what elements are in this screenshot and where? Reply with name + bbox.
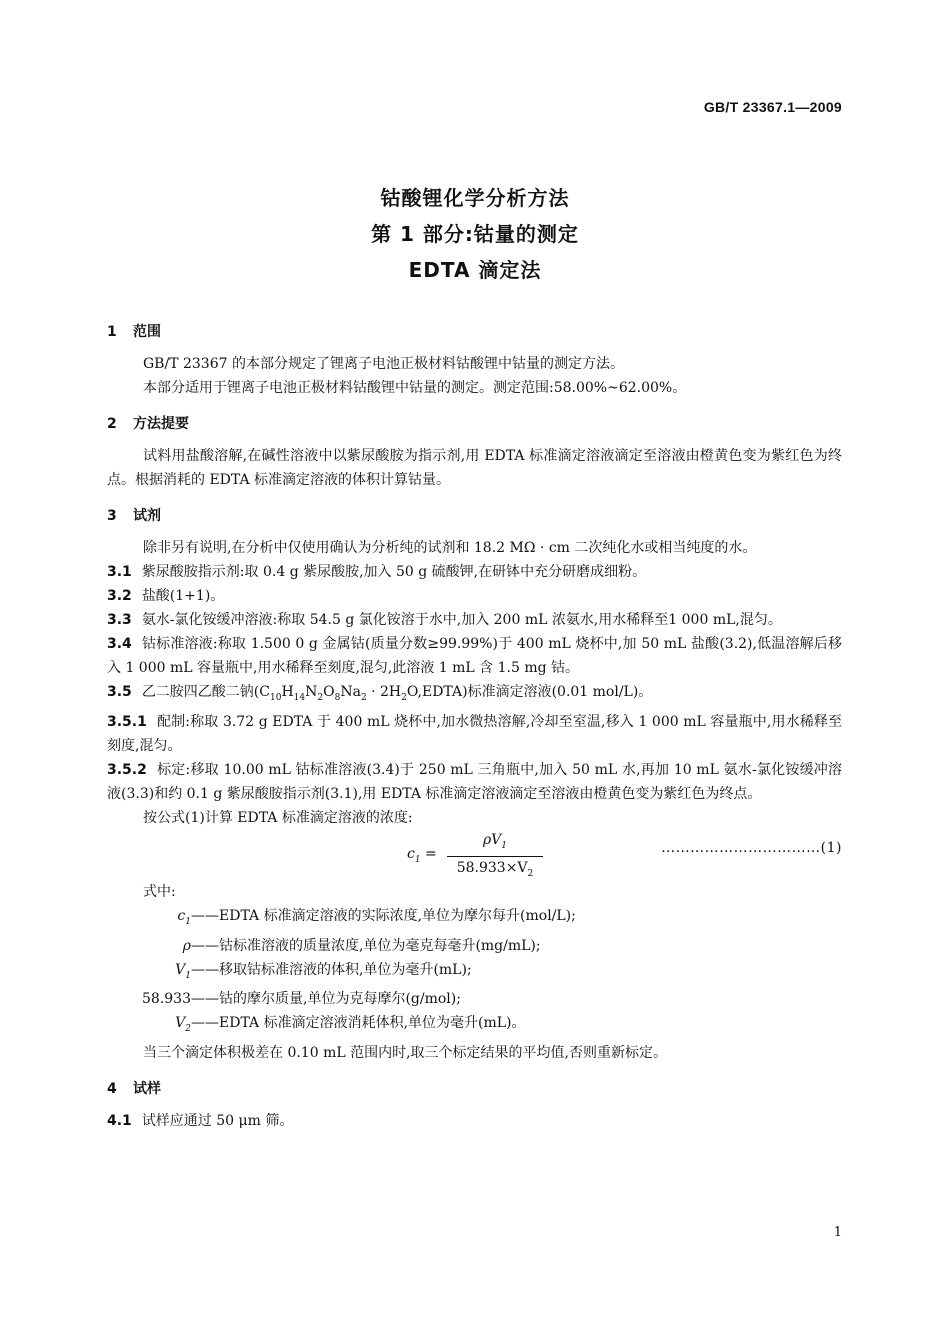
definition-v2	[107, 1011, 842, 1041]
subscript: 1	[185, 970, 191, 981]
clause-3-3	[107, 608, 842, 632]
clause-number: 3.5.1	[107, 713, 147, 730]
subscript: 1	[185, 916, 191, 927]
def-text: ——EDTA 标准滴定溶液消耗体积,单位为毫升(mL)。	[191, 1015, 526, 1032]
section-title: 范围	[133, 324, 161, 340]
clause-text: 紫尿酸胺指示剂:取 0.4 g 紫尿酸胺,加入 50 g 硫酸钾,在研钵中充分研磨成细粉。	[141, 564, 647, 580]
formula-1	[107, 830, 842, 880]
formula-lhs	[407, 842, 437, 872]
section-1-heading	[107, 320, 842, 344]
symbol-text: V	[175, 1015, 186, 1032]
formula-element: Na	[340, 684, 361, 700]
def-text: ——钴的摩尔质量,单位为克每摩尔(g/mol);	[191, 991, 461, 1008]
closing-paragraph: 当三个滴定体积极差在 0.10 mL 范围内时,取三个标定结果的平均值,否则重新标定。	[143, 1045, 667, 1062]
symbol-text: ρ	[182, 937, 191, 954]
subscript: 2	[527, 868, 534, 879]
where-label: 式中:	[143, 883, 176, 900]
def-text: ——移取钴标准溶液的体积,单位为毫升(mL);	[191, 961, 472, 978]
title-line-3: EDTA 滴定法	[408, 258, 542, 282]
section-2-paragraph: 试料用盐酸溶解,在碱性溶液中以紫尿酸胺为指示剂,用 EDTA 标准滴定溶液滴定至溶液由橙黄色变为紫红色为终点。根据消耗的 EDTA 标准滴定溶液的体积计算钴量。	[107, 448, 842, 488]
denominator-text: 58.933×V	[456, 859, 528, 876]
section-3-heading	[107, 504, 842, 528]
definition-c1	[107, 904, 842, 934]
symbol-text: c	[177, 907, 186, 924]
clause-number: 4.1	[107, 1113, 132, 1130]
section-4-heading	[107, 1077, 842, 1101]
clause-3-1	[107, 560, 842, 584]
def-symbol	[101, 1011, 191, 1041]
title-line-2: 第 1 部分:钴量的测定	[371, 222, 579, 246]
def-symbol	[101, 904, 191, 934]
def-symbol	[101, 934, 191, 958]
formula-element: N	[305, 684, 318, 700]
subscript: 2	[401, 692, 407, 703]
clause-3-2	[107, 584, 842, 608]
section-1-paragraph-1: GB/T 23367 的本部分规定了锂离子电池正极材料钴酸锂中钴量的测定方法。	[143, 356, 624, 372]
clause-text: 盐酸(1+1)。	[141, 588, 225, 604]
clause-3-5-1	[107, 710, 842, 758]
clause-text: 试样应通过 50 μm 筛。	[141, 1113, 294, 1130]
numerator-text: ρV	[482, 831, 502, 848]
clause-3-4	[107, 632, 842, 680]
page-number: 1	[833, 1225, 842, 1240]
section-number: 1	[107, 324, 117, 340]
subscript: 1	[414, 854, 421, 865]
clause-number: 3.1	[107, 564, 132, 580]
subscript: 2	[185, 1024, 191, 1035]
section-number: 4	[107, 1081, 117, 1098]
symbol-text: V	[175, 961, 186, 978]
title-line-1: 钴酸锂化学分析方法	[380, 186, 570, 210]
subscript: 2	[360, 692, 367, 703]
definition-v1	[107, 958, 842, 988]
clause-number: 3.2	[107, 588, 132, 604]
clause-3-5-2	[107, 758, 842, 806]
clause-3-5	[107, 680, 842, 710]
variable-definitions	[107, 904, 842, 1041]
subscript: 14	[293, 692, 306, 703]
formula-intro: 按公式(1)计算 EDTA 标准滴定溶液的浓度:	[143, 809, 413, 826]
section-number: 2	[107, 416, 117, 432]
def-symbol	[101, 958, 191, 988]
document-title	[0, 180, 950, 288]
section-number: 3	[107, 508, 117, 524]
section-1-paragraph-2: 本部分适用于锂离子电池正极材料钴酸锂中钴量的测定。测定范围:58.00%~62.00%。	[143, 380, 687, 396]
clause-text: 钴标准溶液:称取 1.500 0 g 金属钴(质量分数≥99.99%)于 400 mL 烧杯中,加 50 mL 盐酸(3.2),低温溶解后移入 1 000 mL 容量瓶中,用水稀释至刻度,混匀,此溶液 1 mL 含 1.5 mg 钴。	[107, 636, 842, 676]
formula-symbol: c	[407, 845, 415, 862]
section-title: 试剂	[133, 508, 161, 524]
clause-text: 乙二胺四乙酸二钠(C	[141, 684, 270, 700]
formula-element: H	[281, 684, 294, 700]
clause-number: 3.5.2	[107, 761, 147, 778]
clause-text: 配制:称取 3.72 g EDTA 于 400 mL 烧杯中,加水微热溶解,冷却至室温,移入 1 000 mL 容量瓶中,用水稀释至刻度,混匀。	[107, 713, 842, 754]
formula-element: · 2H	[366, 684, 402, 700]
fraction-denominator	[447, 857, 543, 885]
clause-number: 3.3	[107, 612, 132, 628]
section-2-heading	[107, 412, 842, 436]
symbol-text: 58.933	[142, 991, 191, 1008]
standard-code: GB/T 23367.1—2009	[703, 99, 842, 115]
formula-fraction	[447, 830, 543, 885]
formula-element: O	[323, 684, 335, 700]
definition-rho	[107, 934, 842, 958]
section-title: 方法提要	[133, 416, 189, 432]
clause-text: 标定:移取 10.00 mL 钴标准溶液(3.4)于 250 mL 三角瓶中,加入 50 mL 水,再加 10 mL 氨水-氯化铵缓冲溶液(3.3)和约 0.1 g 紫尿酸胺指示剂(3.1),用 EDTA 标准滴定溶液滴定至溶液由橙黄色变为紫红色为终点。	[107, 761, 842, 802]
def-symbol	[101, 987, 191, 1011]
fraction-numerator	[447, 830, 543, 857]
clause-number: 3.4	[107, 636, 132, 652]
clause-number: 3.5	[107, 684, 132, 700]
clause-text: O,EDTA)标准滴定溶液(0.01 mol/L)。	[406, 684, 653, 700]
subscript: 8	[334, 692, 341, 703]
document-body	[107, 320, 842, 1133]
def-text: ——EDTA 标准滴定溶液的实际浓度,单位为摩尔每升(mol/L);	[191, 907, 576, 924]
equation-number: ……………………………(1)	[661, 839, 842, 856]
subscript: 1	[501, 840, 508, 851]
subscript: 2	[317, 692, 324, 703]
definition-molar-mass	[107, 987, 842, 1011]
def-text: ——钴标准溶液的质量浓度,单位为毫克每毫升(mg/mL);	[191, 937, 541, 954]
subscript: 10	[270, 692, 282, 703]
clause-4-1	[107, 1109, 842, 1133]
section-title: 试样	[133, 1081, 161, 1098]
section-3-paragraph: 除非另有说明,在分析中仅使用确认为分析纯的试剂和 18.2 MΩ · cm 二次纯化水或相当纯度的水。	[143, 540, 757, 556]
equals-sign: =	[425, 845, 437, 862]
clause-text: 氨水-氯化铵缓冲溶液:称取 54.5 g 氯化铵溶于水中,加入 200 mL 浓氨水,用水稀释至1 000 mL,混匀。	[141, 612, 782, 628]
